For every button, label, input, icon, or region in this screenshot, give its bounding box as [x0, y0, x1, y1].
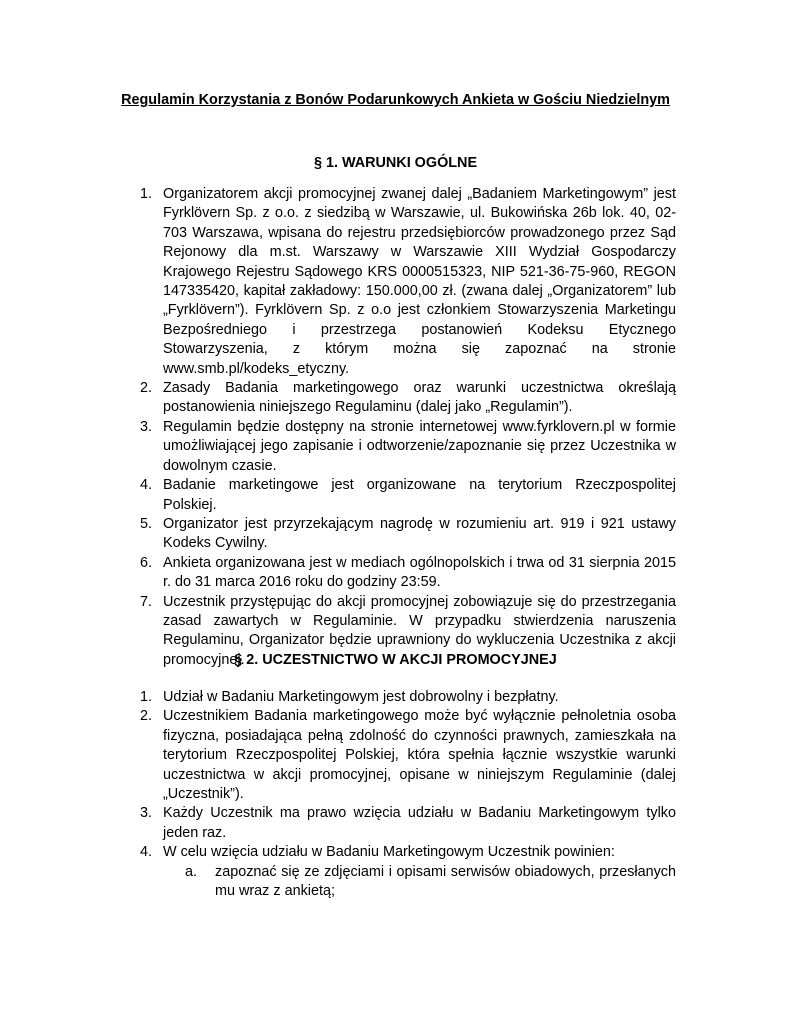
sub-item-letter: a.	[185, 863, 198, 880]
list-item	[130, 515, 676, 554]
list-item	[130, 804, 676, 843]
item-number: 1.	[140, 689, 153, 705]
item-number: 6.	[140, 554, 153, 571]
list-item	[130, 843, 676, 901]
list-item	[130, 185, 676, 379]
item-number: 2.	[140, 708, 153, 725]
item-text: Udział w Badaniu Marketingowym jest dobrowolny i bezpłatny.	[163, 689, 559, 705]
section-2-sublist	[185, 863, 676, 902]
item-number: 7.	[140, 593, 153, 610]
sub-list-item	[185, 863, 676, 902]
list-item	[130, 476, 676, 515]
sub-list-wrapper	[163, 863, 676, 902]
list-item	[130, 379, 676, 418]
list-item	[130, 707, 676, 804]
item-number: 5.	[140, 515, 153, 532]
section-1-heading: § 1. WARUNKI OGÓLNE	[313, 155, 478, 171]
list-item	[130, 554, 676, 593]
item-text: Organizator jest przyrzekającym nagrodę w rozumieniu art. 919 i 921 ustawy Kodeks Cywilny.	[163, 515, 676, 552]
section-1-list	[130, 185, 676, 670]
item-number: 2.	[140, 380, 153, 397]
item-text: Badanie marketingowe jest organizowane na terytorium Rzeczpospolitej Polskiej.	[163, 477, 676, 513]
item-text: Organizatorem akcji promocyjnej zwanej dalej „Badaniem Marketingowym” jest Fyrklövern Sp. z o.o. z siedzibą w Warszawie, ul. Bukowińska 26b lok. 40, 02-703 Warszawa, wpisana do rejestru przedsiębiorców prowadzonego przez Sąd Rejonowy dla m.st. Warszawy w Warszawie XIII Wydział Gospodarczy Krajowego Rejestru Sądowego KRS 0000515323, NIP 521-36-75-960, REGON 147335420, kapitał zakładowy: 150.000,00 zł. (zwana dalej „Organizatorem” lub „Fyrklövern”). Fyrklövern Sp. z o.o jest członkiem Stowarzyszenia Marketingu Bezpośredniego i przestrzega postanowień Kodeksu Etycznego Stowarzyszenia, z którym można się zapoznać na stronie www.smb.pl/kodeks_etyczny.	[163, 186, 676, 377]
section-2-heading: § 2. UCZESTNICTWO W AKCJI PROMOCYJNEJ	[234, 652, 557, 668]
section-2-list	[130, 688, 676, 901]
list-item	[130, 688, 676, 707]
item-number: 1.	[140, 186, 153, 202]
item-text: Ankieta organizowana jest w mediach ogólnopolskich i trwa od 31 sierpnia 2015 r. do 31 marca 2016 roku do godziny 23:59.	[163, 554, 676, 591]
item-number: 4.	[140, 477, 153, 494]
item-text: Zasady Badania marketingowego oraz warunki uczestnictwa określają postanowienia niniejszego Regulaminu (dalej jako „Regulamin”).	[163, 380, 676, 416]
item-number: 3.	[140, 805, 153, 822]
item-text: Uczestnikiem Badania marketingowego może być wyłącznie pełnoletnia osoba fizyczna, posiadająca pełną zdolność do czynności prawnych, zamieszkała na terytorium Rzeczpospolitej Polskiej, która spełnia łącznie wszystkie warunki uczestnictwa w akcji promocyjnej, opisane w niniejszym Regulaminie (dalej „Uczestnik”).	[163, 708, 676, 803]
document-title: Regulamin Korzystania z Bonów Podarunkowych Ankieta w Gościu Niedzielnym	[121, 92, 670, 108]
item-text: Regulamin będzie dostępny na stronie internetowej www.fyrklovern.pl w formie umożliwiającej jego zapisanie i odtworzenie/zapoznanie się przez Uczestnika w dowolnym czasie.	[163, 418, 676, 474]
item-text: Każdy Uczestnik ma prawo wzięcia udziału w Badaniu Marketingowym tylko jeden raz.	[163, 805, 676, 841]
item-text: W celu wzięcia udziału w Badaniu Marketingowym Uczestnik powinien:	[163, 844, 615, 861]
item-number: 4.	[140, 844, 153, 861]
item-text: Uczestnik przystępując do akcji promocyjnej zobowiązuje się do przestrzegania zasad zawartych w Regulaminie. W przypadku stwierdzenia naruszenia Regulaminu, Organizator będzie uprawniony do wykluczenia Uczestnika z akcji promocyjnej.	[163, 593, 676, 668]
sub-item-text: zapoznać się ze zdjęciami i opisami serwisów obiadowych, przesłanych mu wraz z ankietą;	[215, 863, 676, 900]
item-number: 3.	[140, 418, 153, 435]
list-item	[130, 418, 676, 476]
